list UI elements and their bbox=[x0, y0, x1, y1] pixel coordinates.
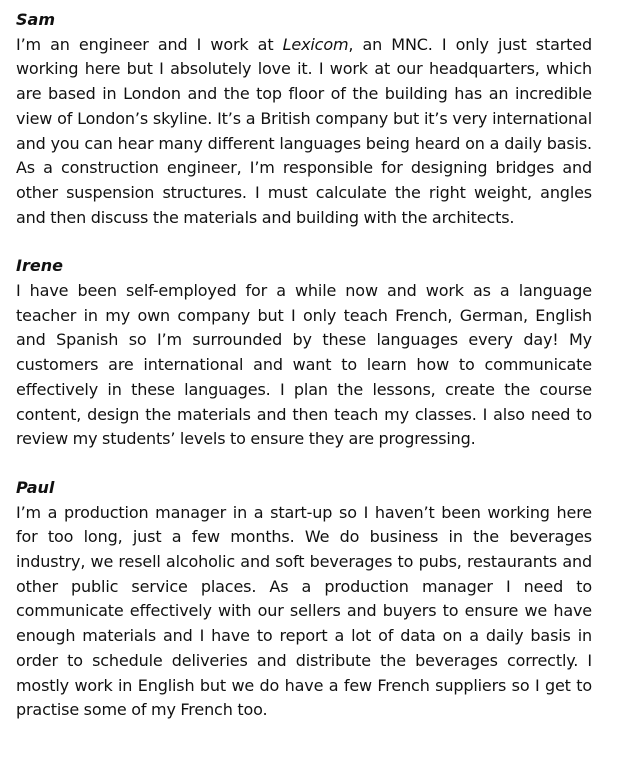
company-name: Lexicom bbox=[282, 34, 349, 54]
person-name: Sam bbox=[16, 10, 55, 29]
person-description: I’m a production manager in a start-up so I haven’t been working here for too long, just a few months. We do business in the beverages industry, we resell alcoholic and soft beverages to pubs, restaurants and other public service places. As a production manager I need to communicate effectively with our sellers and buyers to ensure we have enough materials and I have to report a lot of data on a daily basis in order to schedule deliveries and distribute the beverages correctly. I mostly work in English but we do have a few French suppliers so I get to practise some of my French too. bbox=[16, 502, 592, 720]
description-text: , an MNC. I only just started working here but I absolutely love it. I work at our headquarters, which are based in London and the top floor of the building has an incredible view of London’s skyline. It’s a British company but it’s very international and you can hear many different languages being heard on a daily basis. As a construction engineer, I’m responsible for designing bridges and other suspension structures. I must calculate the right weight, angles and then discuss the materials and building with the architects. bbox=[16, 34, 592, 227]
person-name: Paul bbox=[16, 477, 55, 497]
section-sam bbox=[16, 8, 592, 230]
section-irene bbox=[16, 254, 592, 452]
person-name: Irene bbox=[16, 256, 63, 276]
document-body bbox=[16, 8, 592, 723]
section-paul bbox=[16, 476, 592, 723]
description-text: I’m an engineer and I work at bbox=[16, 34, 283, 54]
person-description: I have been self-employed for a while now and work as a language teacher in my own company but I only teach French, German, English and Spanish so I’m surrounded by these languages every day! My customers are international and want to learn how to communicate effectively in these languages. I plan the lessons, create the course content, design the materials and then teach my classes. I also need to review my students’ levels to ensure they are progressing. bbox=[16, 281, 592, 449]
person-description bbox=[16, 33, 592, 231]
